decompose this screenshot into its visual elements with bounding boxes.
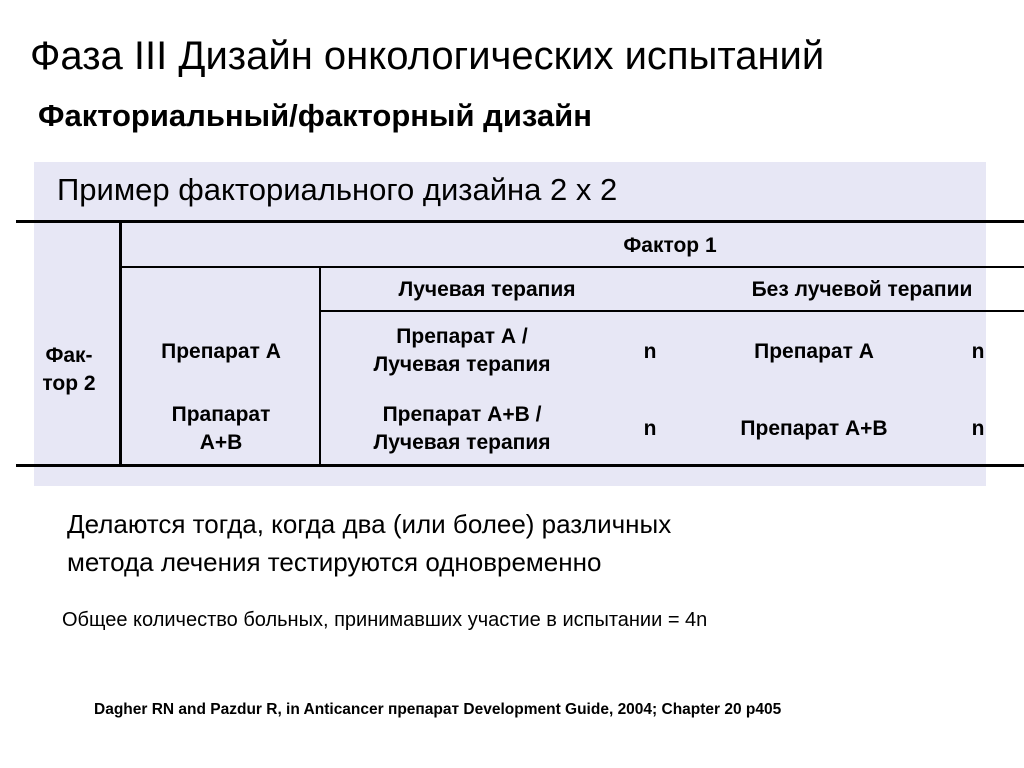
cell-line1: Препарат А+В / xyxy=(382,403,542,426)
citation: Dagher RN and Pazdur R, in Anticancer препарат Development Guide, 2004; Chapter 20 p405 xyxy=(94,701,782,718)
factor2-header-line1: Фак- xyxy=(45,344,93,367)
description-line2: метода лечения тестируются одновременно xyxy=(67,547,602,577)
slide-title: Фаза III Дизайн онкологических испытаний xyxy=(30,34,825,78)
row-label-line1: Прапарат xyxy=(171,403,271,426)
row-label-drug-a-b xyxy=(122,396,320,462)
row-label-line2: А+В xyxy=(199,431,243,454)
column-header-radiation: Лучевая терапия xyxy=(398,278,576,301)
cell-line1: Препарат А / xyxy=(396,325,528,348)
n-drug-a-b-radiation: n xyxy=(643,417,657,440)
design-description xyxy=(67,505,671,581)
factor1-underline xyxy=(122,266,1024,268)
total-patients-text: Общее количество больных, принимавших участие в испытании = 4n xyxy=(62,609,708,631)
slide-subtitle: Факториальный/факторный дизайн xyxy=(38,98,592,133)
column-header-underline xyxy=(320,310,1024,312)
example-heading: Пример факториального дизайна 2 х 2 xyxy=(57,172,618,207)
factor1-header: Фактор 1 xyxy=(623,234,717,257)
row-label-drug-a xyxy=(122,330,320,374)
cell-drug-a-b-radiation xyxy=(322,396,602,462)
column-header-no-radiation: Без лучевой терапии xyxy=(751,278,973,301)
cell-line2: Лучевая терапия xyxy=(373,431,551,454)
factor2-header-line2: тор 2 xyxy=(42,372,96,395)
description-line1: Делаются тогда, когда два (или более) различных xyxy=(67,509,672,539)
n-drug-a-no-radiation: n xyxy=(971,340,985,363)
cell-drug-a-b-no-radiation: Препарат А+В xyxy=(740,417,888,440)
n-drug-a-b-no-radiation: n xyxy=(971,417,985,440)
factor2-header xyxy=(20,330,118,410)
n-drug-a-radiation: n xyxy=(643,340,657,363)
table-top-rule xyxy=(16,220,1024,223)
row-label-line1: Препарат А xyxy=(161,340,281,363)
cell-line2: Лучевая терапия xyxy=(373,353,551,376)
cell-drug-a-no-radiation: Препарат А xyxy=(754,340,874,363)
table-bottom-rule xyxy=(16,464,1024,467)
cell-drug-a-radiation xyxy=(322,318,602,384)
